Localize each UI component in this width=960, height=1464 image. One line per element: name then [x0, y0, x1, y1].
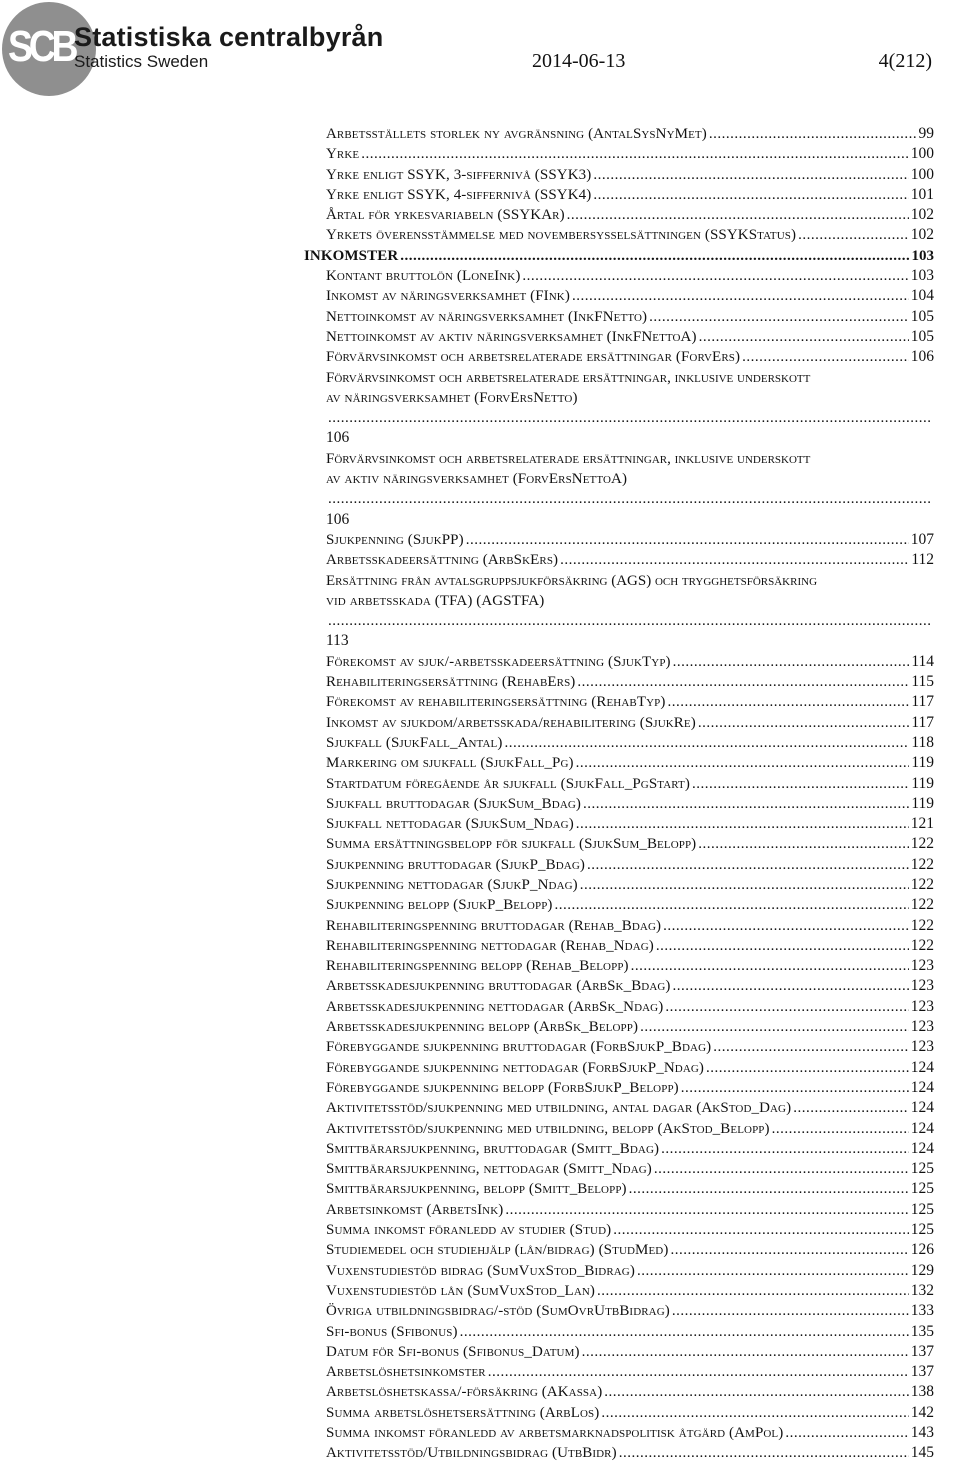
toc-entry-title: Arbetslöshetskassa/-försäkring (AKassa) [326, 1384, 603, 1401]
toc-entry-page-number: 132 [910, 1281, 934, 1299]
toc-entry-page-number: 102 [910, 226, 934, 244]
dot-leader [692, 774, 909, 794]
toc-entry-title: Rehabiliteringspenning belopp (Rehab_Belopp) [326, 958, 629, 975]
toc-entry-title: Summa ersättningsbelopp för sjukfall (SjukSum_Belopp) [326, 836, 697, 853]
toc-entry-title: Nettoinkomst av aktiv näringsverksamhet (InkFNettoA) [326, 328, 697, 345]
toc-entry[interactable] [326, 936, 934, 956]
toc-entry-title: Startdatum föregående år sjukfall (SjukFall_PgStart) [326, 775, 690, 792]
toc-entry-page-number: 106 [910, 348, 934, 366]
toc-entry-title: Kontant bruttolön (LoneInk) [326, 268, 521, 285]
toc-entry-title: Förebyggande sjukpenning bruttodagar (ForbSjukP_Bdag) [326, 1039, 712, 1056]
dot-leader [665, 997, 908, 1017]
toc-entry-title: Förekomst av rehabiliteringsersättning (RehabTyp) [326, 694, 666, 711]
toc-entry[interactable] [326, 997, 934, 1017]
dot-leader [656, 936, 909, 956]
toc-entry-page-number: 119 [911, 794, 934, 812]
dot-leader [798, 225, 909, 245]
toc-entry-page-number: 103 [911, 247, 934, 264]
toc-entry[interactable] [326, 1159, 934, 1179]
dot-leader [793, 1098, 909, 1118]
toc-entry[interactable] [326, 1220, 934, 1240]
toc-entry[interactable] [326, 834, 934, 854]
toc-entry-title: Nettoinkomst av näringsverksamhet (InkFNetto) [326, 308, 648, 325]
toc-entry-title: Smittbärarsjukpenning, bruttodagar (Smitt_Bdag) [326, 1140, 660, 1157]
toc-entry-title: Arbetsskadesjukpenning nettodagar (ArbSk_Ndag) [326, 998, 664, 1015]
dot-leader [672, 1301, 909, 1321]
toc-section-heading[interactable] [304, 246, 934, 266]
toc-entry-page-number: 122 [910, 936, 934, 954]
toc-entry-title: Sjukfall (SjukFall_Antal) [326, 734, 503, 751]
toc-entry-page-number: 112 [911, 551, 934, 569]
toc-entry-title: Yrke enligt SSYK, 4-siffernivå (SSYK4) [326, 186, 592, 203]
toc-entry-title: vid arbetsskada (TFA) (AGSTFA) [326, 592, 545, 609]
toc-entry[interactable] [326, 1058, 934, 1078]
toc-entry-title: Förekomst av sjuk/-arbetsskadeersättning (SjukTyp) [326, 653, 671, 670]
document-date: 2014-06-13 [532, 50, 626, 72]
dot-leader [654, 1159, 909, 1179]
toc-entry-page-number: 100 [910, 145, 934, 163]
toc-entry[interactable] [326, 733, 934, 753]
dot-leader [673, 976, 909, 996]
toc-entry[interactable] [326, 753, 934, 773]
dot-leader [400, 246, 909, 266]
toc-entry[interactable] [326, 1403, 934, 1423]
toc-entry[interactable] [326, 1362, 934, 1382]
toc-entry-page-number: 145 [910, 1444, 934, 1462]
toc-entry-title: Yrkets överensstämmelse med novembersysselsättningen (SSYKStatus) [326, 227, 797, 244]
toc-entry-page-number: 142 [910, 1403, 934, 1421]
dot-leader [560, 550, 909, 570]
dot-leader [577, 672, 909, 692]
dot-leader [460, 1322, 909, 1342]
toc-entry[interactable] [326, 1382, 934, 1402]
toc-entry-title: Yrke enligt SSYK, 3-siffernivå (SSYK3) [326, 166, 592, 183]
toc-entry[interactable] [326, 1200, 934, 1220]
page-header [0, 0, 960, 120]
toc-entry-title: Sjukpenning nettodagar (SjukP_Ndag) [326, 876, 578, 893]
toc-entry-page-number: 119 [911, 754, 934, 772]
toc-entry-title: Aktivitetsstöd/Utbildningsbidrag (UtbBidr) [326, 1445, 617, 1462]
toc-entry-page-number: 107 [910, 530, 934, 548]
toc-entry-title: Aktivitetsstöd/sjukpenning med utbildning, antal dagar (AkStod_Dag) [326, 1100, 792, 1117]
toc-entry-title: INKOMSTER [304, 247, 399, 264]
toc-entry-title: Studiemedel och studiehjälp (lån/bidrag) (StudMed) [326, 1242, 669, 1259]
toc-entry[interactable] [326, 1322, 934, 1342]
toc-entry-page-number: 126 [910, 1241, 934, 1259]
toc-entry-page-number: 123 [910, 977, 934, 995]
toc-entry-page-number: 118 [911, 733, 934, 751]
dot-leader [667, 692, 909, 712]
toc-entry[interactable] [326, 307, 934, 327]
toc-entry-page-number: 106 [326, 510, 350, 528]
toc-entry[interactable] [326, 165, 934, 185]
dot-leader [637, 1261, 909, 1281]
toc-entry-page-number: 101 [910, 185, 934, 203]
toc-entry[interactable] [326, 1179, 934, 1199]
toc-entry[interactable] [326, 652, 934, 672]
toc-entry[interactable] [326, 794, 934, 814]
dot-leader [663, 916, 909, 936]
toc-entry-title: Arbetsinkomst (ArbetsInk) [326, 1201, 504, 1218]
toc-entry[interactable] [326, 266, 934, 286]
toc-entry[interactable] [326, 530, 934, 550]
toc-entry[interactable] [326, 1423, 934, 1443]
dot-leader [572, 286, 909, 306]
scb-logo-letters: SCB [8, 22, 75, 71]
toc-entry-page-number: 124 [910, 1078, 934, 1096]
toc-entry[interactable] [326, 286, 934, 306]
toc-entry-title: Sjukfall nettodagar (SjukSum_Ndag) [326, 816, 574, 833]
dot-leader [709, 124, 917, 144]
toc-entry[interactable] [326, 225, 934, 245]
toc-entry-title: Inkomst av sjukdom/arbetsskada/rehabilitering (SjukRe) [326, 714, 696, 731]
dot-leader [631, 956, 909, 976]
toc-entry-title: Summa inkomst föranledd av arbetsmarknadspolitisk åtgärd (AmPol) [326, 1425, 784, 1441]
toc-entry-page-number: 122 [910, 875, 934, 893]
toc-entry-title: Markering om sjukfall (SjukFall_Pg) [326, 755, 574, 772]
toc-entry-page-number: 122 [910, 855, 934, 873]
toc-entry-page-number: 138 [910, 1383, 934, 1401]
toc-entry[interactable] [326, 956, 934, 976]
toc-entry-title: Årtal för yrkesvariabeln (SSYKAr) [326, 207, 565, 224]
toc-entry[interactable] [326, 1261, 934, 1281]
toc-entry-page-number: 125 [910, 1200, 934, 1218]
toc-entry-title: Arbetslöshetsinkomster [326, 1364, 486, 1381]
toc-entry[interactable] [326, 185, 934, 205]
toc-entry-page-number: 124 [910, 1058, 934, 1076]
dot-leader [505, 1200, 908, 1220]
toc-entry[interactable] [326, 1240, 934, 1260]
toc-entry-title: Sjukfall bruttodagar (SjukSum_Bdag) [326, 795, 582, 812]
dot-leader [583, 794, 909, 814]
toc-entry-page-number: 105 [910, 327, 934, 345]
dot-leader [649, 307, 909, 327]
dot-leader [698, 713, 910, 733]
toc-entry-title: Arbetsskadesjukpenning bruttodagar (ArbSk_Bdag) [326, 978, 671, 995]
toc-entry[interactable] [326, 124, 934, 144]
toc-entry-title: Sfi-bonus (Sfibonus) [326, 1323, 458, 1340]
dot-leader [597, 1281, 909, 1301]
toc-entry-page-number: 143 [910, 1424, 934, 1441]
dot-leader [593, 185, 908, 205]
toc-entry-page-number: 129 [910, 1261, 934, 1279]
toc-entry-page-number: 137 [910, 1342, 934, 1360]
toc-entry[interactable] [326, 144, 934, 164]
dot-leader [670, 1240, 908, 1260]
toc-entry[interactable] [326, 205, 934, 225]
toc-entry-page-number: 125 [910, 1160, 934, 1178]
toc-entry[interactable] [326, 1078, 934, 1098]
dot-leader [698, 834, 908, 854]
toc-entry-page-number: 106 [326, 429, 350, 447]
dot-leader [522, 266, 908, 286]
toc-entry-title: Rehabiliteringspenning nettodagar (Rehab_Ndag) [326, 937, 654, 954]
dot-leader [699, 327, 909, 347]
toc-entry-page-number: 117 [911, 693, 934, 711]
toc-entry-page-number: 124 [910, 1119, 934, 1137]
toc-entry-title: Yrke [326, 146, 360, 163]
toc-entry-title: Förvärvsinkomst och arbetsrelaterade ersättningar (ForvErs) [326, 349, 741, 366]
toc-entry[interactable] [326, 1443, 934, 1463]
toc-entry-page-number: 123 [910, 1018, 934, 1036]
dot-leader [504, 733, 909, 753]
dot-leader [742, 347, 909, 367]
toc-entry-title-line1: Förvärvsinkomst och arbetsrelaterade ersättningar, inklusive underskott [326, 369, 811, 386]
toc-entry-page-number: 119 [911, 774, 934, 792]
toc-entry-title: Förebyggande sjukpenning belopp (ForbSjukP_Belopp) [326, 1079, 679, 1096]
toc-entry-title: Arbetsskadesjukpenning belopp (ArbSk_Belopp) [326, 1019, 639, 1036]
toc-entry-page-number: 122 [910, 896, 934, 914]
toc-entry-page-number: 125 [910, 1180, 934, 1198]
dot-leader [328, 408, 932, 428]
toc-entry-page-number: 137 [910, 1363, 934, 1381]
toc-entry-title: Rehabiliteringspenning bruttodagar (Rehab_Bdag) [326, 917, 662, 934]
org-name: Statistiska centralbyrån [74, 22, 384, 52]
toc-entry-title: Smittbärarsjukpenning, nettodagar (Smitt_Ndag) [326, 1161, 652, 1178]
toc-entry-page-number: 124 [910, 1139, 934, 1157]
toc-entry[interactable] [326, 550, 934, 570]
toc-entry-title: Övriga utbildningsbidrag/-stöd (SumOvrUtbBidrag) [326, 1303, 670, 1320]
dot-leader [772, 1119, 909, 1139]
toc-entry[interactable] [326, 774, 934, 794]
toc-entry-title: Sjukpenning belopp (SjukP_Belopp) [326, 897, 553, 914]
toc-entry[interactable] [326, 327, 934, 347]
toc-entry-page-number: 135 [910, 1322, 934, 1340]
toc-entry-page-number: 103 [910, 267, 934, 285]
dot-leader [587, 855, 909, 875]
toc-entry[interactable] [326, 1017, 934, 1037]
toc-entry-title: Vuxenstudiestöd lån (SumVuxStod_Lan) [326, 1282, 595, 1299]
toc-entry[interactable] [326, 1098, 934, 1118]
toc-entry-title-line1: Ersättning från avtalsgruppsjukförsäkring (AGS) och trygghetsförsäkring [326, 572, 818, 589]
toc-entry[interactable] [326, 1119, 934, 1139]
toc-entry[interactable] [326, 449, 934, 530]
dot-leader [555, 895, 909, 915]
table-of-contents [0, 124, 960, 1464]
toc-entry[interactable] [326, 1281, 934, 1301]
toc-entry[interactable] [326, 347, 934, 367]
toc-entry-page-number: 121 [910, 815, 934, 833]
dot-leader [576, 753, 910, 773]
dot-leader [629, 1179, 909, 1199]
toc-entry-page-number: 115 [911, 673, 934, 691]
dot-leader [613, 1220, 909, 1240]
toc-entry-page-number: 117 [911, 713, 934, 731]
toc-entry-page-number: 124 [910, 1099, 934, 1117]
dot-leader [328, 611, 932, 631]
toc-entry-title: Sjukpenning bruttodagar (SjukP_Bdag) [326, 856, 585, 873]
dot-leader [488, 1362, 909, 1382]
toc-entry-title: av aktiv näringsverksamhet (ForvErsNettoA) [326, 471, 628, 488]
dot-leader [601, 1403, 908, 1423]
toc-entry-title: Smittbärarsjukpenning, belopp (Smitt_Belopp) [326, 1181, 627, 1198]
toc-entry-page-number: 100 [910, 165, 934, 183]
toc-entry-title: Förebyggande sjukpenning nettodagar (ForbSjukP_Ndag) [326, 1059, 704, 1076]
toc-entry[interactable] [326, 1139, 934, 1159]
toc-entry[interactable] [326, 1301, 934, 1321]
toc-entry-page-number: 102 [910, 206, 934, 224]
toc-entry-title: Aktivitetsstöd/sjukpenning med utbildning, belopp (AkStod_Belopp) [326, 1120, 770, 1137]
toc-entry[interactable] [326, 895, 934, 915]
dot-leader [466, 530, 909, 550]
dot-leader [361, 144, 909, 164]
toc-entry-title: Datum för Sfi-bonus (Sfibonus_Datum) [326, 1343, 580, 1360]
toc-entry-title: Sjukpenning (SjukPP) [326, 531, 464, 548]
page-number: 4(212) [878, 50, 932, 72]
org-name-english: Statistics Sweden [74, 52, 209, 71]
toc-entry-title: Rehabiliteringsersättning (RehabErs) [326, 674, 576, 691]
toc-entry[interactable] [326, 976, 934, 996]
toc-entry[interactable] [326, 692, 934, 712]
toc-entry-page-number: 133 [910, 1302, 934, 1320]
dot-leader [604, 1382, 908, 1402]
dot-leader [619, 1443, 909, 1463]
toc-entry[interactable] [326, 571, 934, 652]
toc-entry[interactable] [326, 814, 934, 834]
toc-entry-page-number: 105 [910, 307, 934, 325]
toc-entry[interactable] [326, 916, 934, 936]
dot-leader [593, 165, 908, 185]
toc-entry[interactable] [326, 875, 934, 895]
toc-entry[interactable] [326, 672, 934, 692]
toc-entry-title: Inkomst av näringsverksamhet (FInk) [326, 288, 570, 305]
dot-leader [785, 1423, 908, 1443]
toc-entry-page-number: 113 [326, 632, 349, 650]
dot-leader [640, 1017, 909, 1037]
dot-leader [582, 1342, 909, 1362]
toc-entry[interactable] [326, 855, 934, 875]
toc-entry-title-line1: Förvärvsinkomst och arbetsrelaterade ersättningar, inklusive underskott [326, 450, 811, 467]
toc-entry-page-number: 122 [910, 835, 934, 853]
toc-entry-title: Arbetsställets storlek ny avgränsning (AntalSysNyMet) [326, 126, 707, 142]
toc-entry[interactable] [326, 1037, 934, 1057]
toc-entry[interactable] [326, 713, 934, 733]
toc-entry-page-number: 123 [910, 1038, 934, 1056]
dot-leader [713, 1037, 909, 1057]
toc-entry-page-number: 122 [910, 916, 934, 934]
dot-leader [706, 1058, 909, 1078]
toc-entry-page-number: 114 [911, 652, 934, 670]
toc-entry-title: av näringsverksamhet (ForvErsNetto) [326, 389, 578, 406]
dot-leader [580, 875, 909, 895]
toc-entry-page-number: 125 [910, 1221, 934, 1239]
toc-entry-title: Summa arbetslöshetsersättning (ArbLos) [326, 1404, 600, 1421]
toc-entry-page-number: 123 [910, 997, 934, 1015]
toc-entry[interactable] [326, 368, 934, 449]
dot-leader [681, 1078, 909, 1098]
dot-leader [576, 814, 909, 834]
toc-entry-page-number: 104 [910, 287, 934, 305]
dot-leader [328, 489, 932, 509]
dot-leader [661, 1139, 909, 1159]
toc-entry-title: Arbetsskadeersättning (ArbSkErs) [326, 552, 559, 569]
toc-entry-title: Vuxenstudiestöd bidrag (SumVuxStod_Bidrag) [326, 1262, 635, 1279]
dot-leader [567, 205, 909, 225]
toc-entry-page-number: 123 [910, 957, 934, 975]
toc-entry-page-number: 99 [918, 125, 934, 142]
toc-entry-title: Summa inkomst föranledd av studier (Stud) [326, 1222, 612, 1239]
dot-leader [673, 652, 910, 672]
toc-entry[interactable] [326, 1342, 934, 1362]
